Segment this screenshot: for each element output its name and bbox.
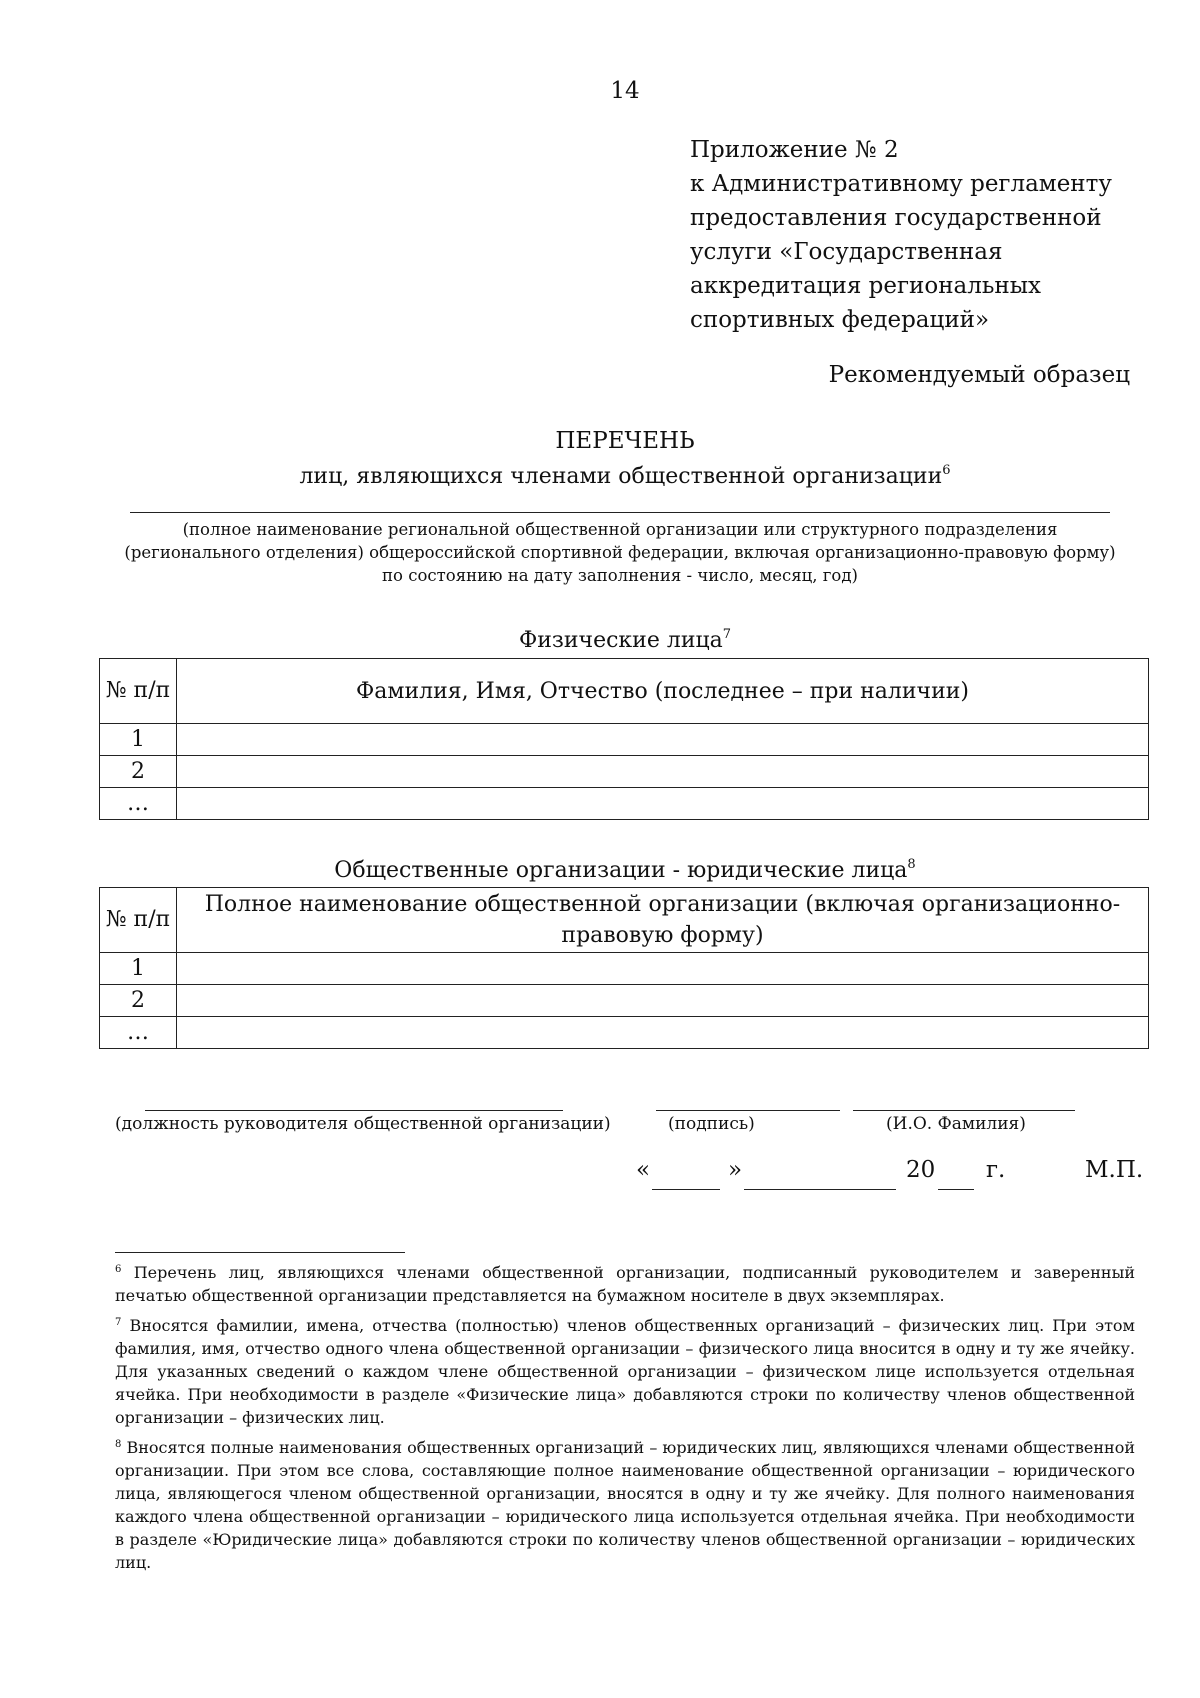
section-title-text: Физические лица — [518, 628, 723, 653]
appendix-line: к Административному регламенту — [690, 171, 1112, 197]
table-row — [100, 985, 1149, 1017]
year-prefix: 20 — [906, 1157, 936, 1183]
footnote-ref: 7 — [722, 627, 732, 642]
organization-name-hint: (полное наименование региональной общественной организации или структурного подразделения (регионального отделения) общероссийской спортивной федерации, включая организационно-правовую форму) по состоянию на дату заполнения - число, месяц, год) — [124, 520, 1116, 585]
month-field[interactable] — [744, 1189, 896, 1190]
document-subtitle — [0, 463, 1200, 489]
footnote — [115, 1311, 1135, 1429]
sample-label: Рекомендуемый образец — [828, 362, 1130, 388]
day-field[interactable] — [652, 1189, 720, 1190]
number-column-header: № п/п — [100, 888, 177, 953]
row-number: 1 — [100, 953, 177, 985]
organization-name-cell[interactable] — [177, 1017, 1149, 1049]
table-row — [100, 953, 1149, 985]
stamp-placeholder: М.П. — [1085, 1157, 1144, 1183]
table-row — [100, 1017, 1149, 1049]
signature-label: (подпись) — [668, 1114, 755, 1134]
footnotes — [115, 1258, 1135, 1578]
position-label: (должность руководителя общественной организации) — [115, 1114, 611, 1134]
footnote-mark: 7 — [115, 1317, 122, 1328]
full-name-cell[interactable] — [177, 756, 1149, 788]
legal-entities-table — [99, 887, 1149, 1049]
appendix-line: спортивных федераций» — [690, 307, 990, 333]
section-title-text: Общественные организации - юридические лица — [334, 858, 908, 883]
year-field[interactable] — [938, 1189, 974, 1190]
footnote — [115, 1258, 1135, 1307]
table-header-row — [100, 659, 1149, 724]
organization-name-cell[interactable] — [177, 985, 1149, 1017]
footnote-separator — [115, 1252, 405, 1253]
organization-name-line — [130, 512, 1110, 513]
position-signature-line[interactable] — [145, 1110, 563, 1111]
footnote-ref: 8 — [907, 857, 916, 872]
document-title: ПЕРЕЧЕНЬ — [555, 428, 695, 454]
subtitle-text: лиц, являющихся членами общественной организации — [299, 464, 943, 489]
footnote-text: Вносятся полные наименования общественных организаций – юридических лиц, являющихся членами общественной организации. При этом все слова, составляющие полное наименование общественной организации – юридического лица, являющегося членом общественной организации, вносятся в одну и ту же ячейку. Для полного наименования каждого члена общественной организации – юридического лица используется отдельная ячейка. При необходимости в разделе «Юридические лица» добавляются строки по количеству членов общественной организации – юридических лиц. — [115, 1438, 1135, 1572]
organization-name-column-header: Полное наименование общественной организации (включая организационно-правовую форму) — [177, 888, 1149, 953]
footnote-text: Перечень лиц, являющихся членами общественной организации, подписанный руководителем и заверенный печатью общественной организации представляется на бумажном носителе в двух экземплярах. — [115, 1263, 1135, 1305]
appendix-line: услуги «Государственная — [690, 239, 1003, 265]
year-suffix: г. — [986, 1157, 1006, 1183]
footnote-mark: 6 — [115, 1264, 122, 1275]
name-label: (И.О. Фамилия) — [886, 1114, 1026, 1134]
number-column-header: № п/п — [100, 659, 177, 724]
full-name-cell[interactable] — [177, 724, 1149, 756]
date-open-quote: « — [636, 1157, 651, 1183]
appendix-line: аккредитация региональных — [690, 273, 1042, 299]
table-row — [100, 756, 1149, 788]
row-number: 1 — [100, 724, 177, 756]
table-row — [100, 724, 1149, 756]
table-row — [100, 788, 1149, 820]
individuals-section-title — [0, 627, 1200, 653]
full-name-cell[interactable] — [177, 788, 1149, 820]
page-number: 14 — [610, 78, 640, 104]
name-signature-line[interactable] — [853, 1110, 1075, 1111]
footnote-text: Вносятся фамилии, имена, отчества (полностью) членов общественных организаций – физических лиц. При этом фамилия, имя, отчество одного члена общественной организации – физического лица вносится в одну и ту же ячейку. Для указанных сведений о каждом члене общественной организации – физическом лице используется отдельная ячейка. При необходимости в разделе «Физические лица» добавляются строки по количеству членов общественной организации – физических лиц. — [115, 1316, 1136, 1427]
organization-name-cell[interactable] — [177, 953, 1149, 985]
appendix-line: Приложение № 2 — [690, 137, 899, 163]
row-number: 2 — [100, 756, 177, 788]
legal-entities-section-title — [0, 857, 1200, 883]
individuals-table — [99, 658, 1149, 820]
date-close-quote: » — [728, 1157, 743, 1183]
footnote-ref: 6 — [942, 463, 951, 478]
appendix-heading — [690, 133, 1112, 337]
signature-line[interactable] — [656, 1110, 840, 1111]
row-number: … — [100, 788, 177, 820]
row-number: … — [100, 1017, 177, 1049]
table-header-row — [100, 888, 1149, 953]
appendix-line: предоставления государственной — [690, 205, 1102, 231]
footnote-mark: 8 — [115, 1439, 122, 1450]
footnote — [115, 1433, 1135, 1574]
full-name-column-header: Фамилия, Имя, Отчество (последнее – при наличии) — [177, 659, 1149, 724]
row-number: 2 — [100, 985, 177, 1017]
